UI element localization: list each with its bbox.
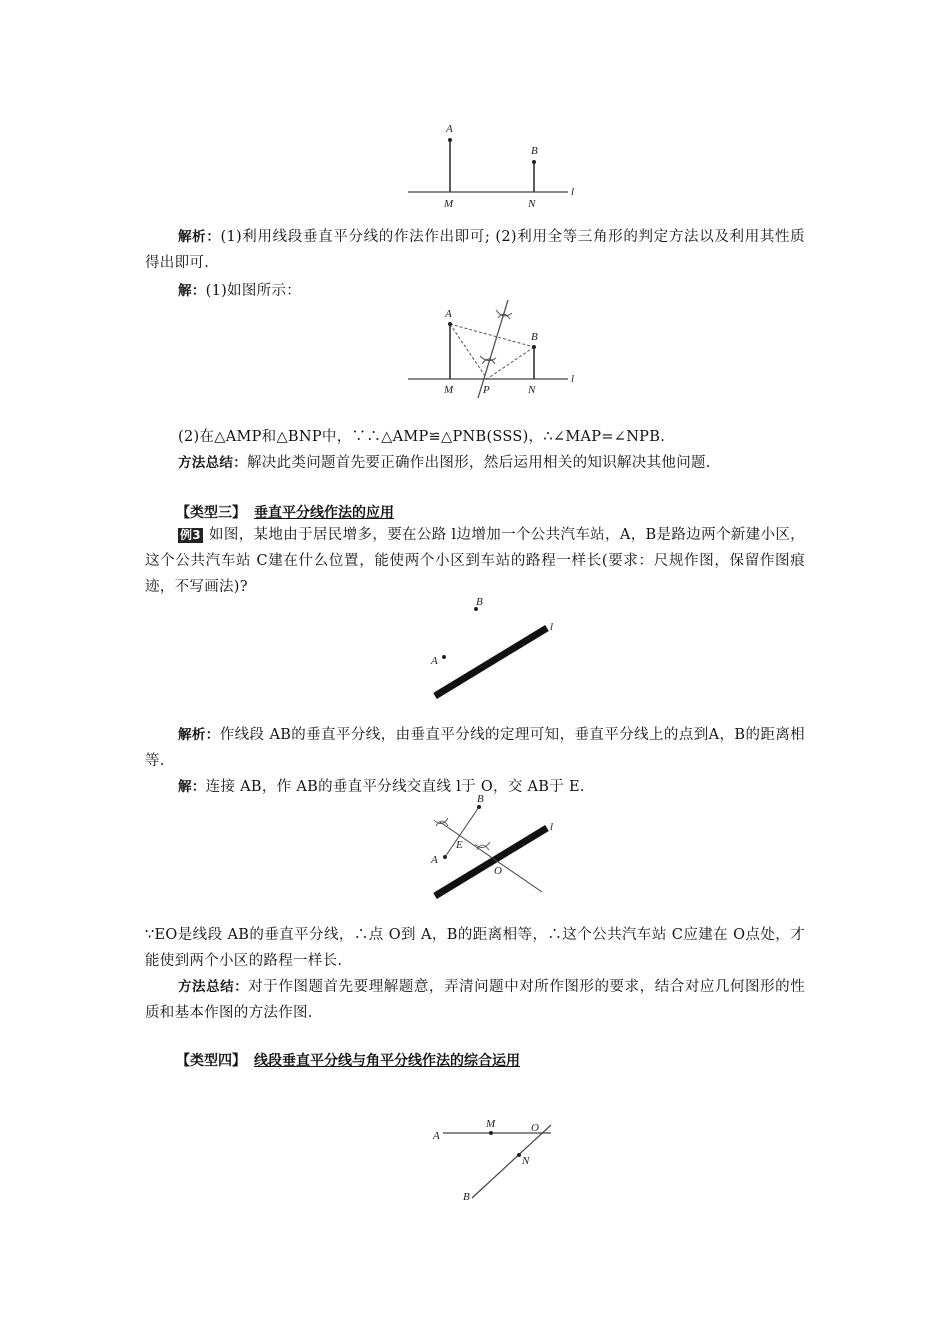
- label-l: l: [550, 821, 554, 833]
- point-b: [532, 345, 536, 349]
- label-a: A: [431, 854, 438, 866]
- type-3-heading: [176, 502, 394, 522]
- label-p: P: [483, 384, 490, 396]
- label-m: M: [444, 198, 454, 210]
- type-3-bracket: 【类型三】: [176, 505, 246, 521]
- figure-road-ab: [420, 592, 570, 704]
- point-a: [442, 655, 446, 659]
- type-3-title: 垂直平分线作法的应用: [254, 505, 394, 521]
- road-l: [435, 828, 547, 896]
- label-a: A: [433, 1130, 440, 1142]
- label-l: l: [550, 621, 554, 633]
- example-badge: 例3: [180, 528, 201, 542]
- conclusion-3: [145, 922, 805, 974]
- example-3: [145, 522, 805, 600]
- figure-construction-p: [400, 298, 585, 403]
- part-2-text: (2)在△AMP和△BNP中，∵∴△AMP≌△PNB(SSS)，∴∠MAP=∠NPB.: [178, 429, 666, 445]
- solution-text: (1)如图所示：: [205, 283, 302, 299]
- analysis-3: [145, 722, 805, 774]
- solution-label: 解：: [178, 283, 206, 299]
- label-o: O: [531, 1122, 539, 1134]
- label-b: B: [531, 145, 538, 157]
- arc-mark-right: [475, 842, 490, 850]
- type-4-heading: [176, 1050, 520, 1070]
- label-b: B: [463, 1191, 470, 1203]
- label-n: N: [522, 1155, 530, 1167]
- label-n: N: [528, 198, 536, 210]
- part-2: [145, 424, 805, 450]
- label-o: O: [494, 865, 502, 877]
- label-l: l: [571, 186, 575, 198]
- point-n: [517, 1153, 521, 1157]
- point-a: [448, 138, 452, 142]
- summary-label: 方法总结：: [178, 455, 247, 471]
- point-a: [443, 855, 447, 859]
- label-n: N: [528, 384, 536, 396]
- figure-amn-bn: [400, 118, 585, 213]
- point-a: [448, 322, 452, 326]
- type-4-title: 线段垂直平分线与角平分线作法的综合运用: [254, 1053, 520, 1069]
- label-a: A: [431, 655, 438, 667]
- point-b: [532, 160, 536, 164]
- analysis-label: 解析：: [178, 229, 221, 245]
- summary-text: 解决此类问题首先要正确作出图形，然后运用相关的知识解决其他问题.: [247, 455, 711, 471]
- figure-angle-aob: [425, 1112, 565, 1207]
- label-l: l: [571, 373, 575, 385]
- segment-ab-dashed: [450, 324, 534, 347]
- label-e: E: [456, 839, 463, 851]
- example-3-text: 如图，某地由于居民增多，要在公路 l边增加一个公共汽车站，A，B是路边两个新建小区，这个公共汽车站 C建在什么位置，能使两个小区到车站的路程一样长(要求：尺规作图，保留作图痕迹，不写画法)?: [145, 527, 805, 595]
- label-b: B: [531, 331, 538, 343]
- label-b: B: [477, 793, 484, 805]
- analysis-label: 解析：: [178, 727, 220, 743]
- label-a: A: [446, 123, 453, 135]
- arc-mark-bottom: [480, 356, 496, 364]
- solution-text: 连接 AB，作 AB的垂直平分线交直线 l于 O，交 AB于 E.: [205, 779, 585, 795]
- label-b: B: [476, 596, 483, 608]
- ray-ob: [472, 1125, 551, 1198]
- label-a: A: [445, 308, 452, 320]
- conclusion-text: ∵EO是线段 AB的垂直平分线，∴点 O到 A，B的距离相等，∴这个公共汽车站 C应建在 O点处，才能使到两个小区的路程一样长.: [145, 927, 805, 969]
- point-b: [477, 805, 481, 809]
- figure-road-construction: [420, 792, 570, 904]
- summary-3: [145, 974, 805, 1026]
- solution-label: 解：: [178, 779, 206, 795]
- type-4-bracket: 【类型四】: [176, 1053, 246, 1069]
- point-m: [489, 1131, 493, 1135]
- summary-1: [145, 450, 805, 476]
- summary-label: 方法总结：: [178, 979, 249, 995]
- summary-text: 对于作图题首先要理解题意，弄清问题中对所作图形的要求，结合对应几何图形的性质和基本作图的方法作图.: [145, 979, 806, 1021]
- road-l: [435, 628, 547, 696]
- analysis-1: [145, 224, 805, 276]
- arc-mark-left: [434, 818, 448, 826]
- analysis-text: (1)利用线段垂直平分线的作法作出即可; (2)利用全等三角形的判定方法以及利用其性质得出即可.: [145, 229, 805, 271]
- analysis-text: 作线段 AB的垂直平分线，由垂直平分线的定理可知，垂直平分线上的点到A，B的距离相等.: [145, 727, 805, 769]
- label-m: M: [486, 1118, 496, 1130]
- label-m: M: [444, 384, 454, 396]
